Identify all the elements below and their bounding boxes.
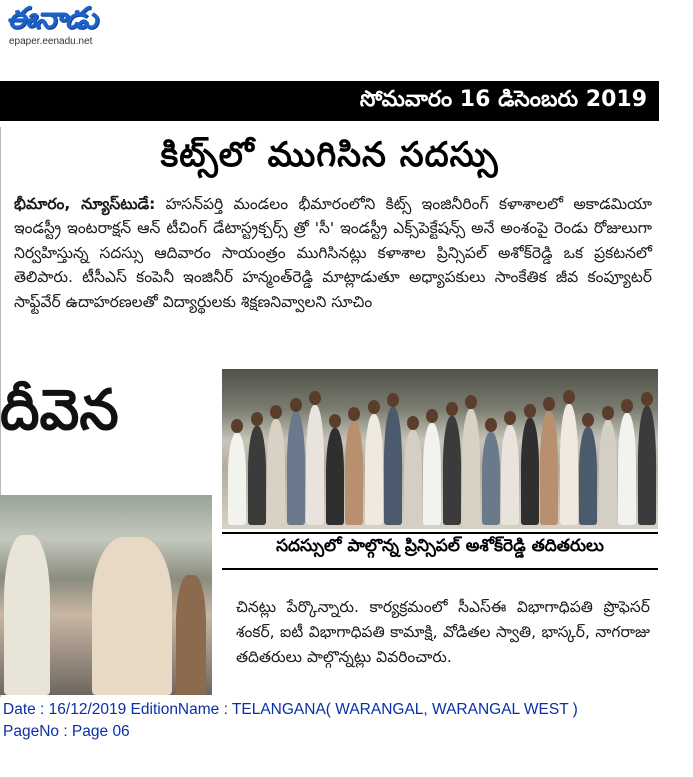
photo-person bbox=[384, 407, 402, 525]
photo-figure bbox=[92, 537, 172, 695]
issue-date: సోమవారం 16 డిసెంబరు 2019 bbox=[359, 87, 647, 112]
date-bar bbox=[0, 81, 659, 121]
photo-person bbox=[306, 405, 324, 525]
photo-person bbox=[404, 430, 422, 525]
photo-person bbox=[521, 418, 539, 525]
photo-person bbox=[228, 433, 246, 525]
photo-person bbox=[579, 427, 597, 525]
photo-person-head bbox=[563, 390, 575, 404]
photo-person-head bbox=[602, 406, 614, 420]
adjacent-article-fragment bbox=[0, 370, 212, 460]
photo-person bbox=[482, 432, 500, 525]
photo-person-head bbox=[270, 405, 282, 419]
photo-person-head bbox=[251, 412, 263, 426]
photo-person bbox=[618, 413, 636, 525]
adjacent-headline-fragment: దీవెన bbox=[0, 378, 119, 443]
photo-person bbox=[462, 409, 480, 525]
article-body-top bbox=[14, 192, 652, 314]
photo-person bbox=[326, 428, 344, 525]
photo-person-head bbox=[387, 393, 399, 407]
page-number: PageNo : Page 06 bbox=[3, 723, 130, 740]
photo-person-head bbox=[348, 407, 360, 421]
photo-person bbox=[599, 420, 617, 525]
photo-caption: సదస్సులో పాల్గొన్న ప్రిన్సిపల్ అశోక్‌రెడ్డి తదితరులు bbox=[276, 536, 604, 556]
photo-person bbox=[267, 419, 285, 525]
photo-person-head bbox=[407, 416, 419, 430]
photo-person-head bbox=[621, 399, 633, 413]
photo-person bbox=[345, 421, 363, 525]
photo-person-head bbox=[426, 409, 438, 423]
conference-group-photo bbox=[222, 369, 658, 529]
article-dateline: భీమారం, న్యూస్‌టుడే: bbox=[14, 195, 156, 213]
epaper-footer bbox=[3, 699, 578, 743]
caption-rule-top bbox=[222, 532, 658, 534]
photo-person bbox=[638, 406, 656, 525]
photo-figure bbox=[176, 575, 206, 695]
photo-person-head bbox=[582, 413, 594, 427]
photo-person bbox=[423, 423, 441, 525]
photo-person bbox=[287, 412, 305, 525]
photo-person-head bbox=[524, 404, 536, 418]
photo-person bbox=[501, 425, 519, 525]
photo-person-head bbox=[329, 414, 341, 428]
logo-wordmark: ఈనాడు bbox=[6, 1, 97, 36]
site-url: epaper.eenadu.net bbox=[9, 36, 93, 47]
photo-person-head bbox=[485, 418, 497, 432]
photo-figure bbox=[4, 535, 50, 695]
eenadu-logo[interactable] bbox=[6, 2, 156, 52]
article-headline: కిట్స్‌లో ముగిసిన సదస్సు bbox=[160, 135, 499, 175]
photo-person-head bbox=[368, 400, 380, 414]
photo-person-head bbox=[504, 411, 516, 425]
photo-person-head bbox=[231, 419, 243, 433]
article-body-text: హసన్‌పర్తి మండలం భీమారంలోని కిట్స్ ఇంజినీరింగ్ కళాశాలలో అకాడమియా ఇండస్ట్రీ ఇంటరాక్షన్ ఆన్ టీచింగ్ డేటాస్ట్రక్చర్స్ త్రో 'సీ' ఇండస్ట్రీ ఎక్స్‌పెక్టేషన్స్ అనే అంశంపై రెండు రోజులుగా నిర్వహిస్తున్న సదస్సు ఆదివారం సాయంత్రం ముగిసినట్లు కళాశాల ప్రిన్సిపల్ అశోక్‌రెడ్డి ఒక ప్రకటనలో తెలిపారు. టీసీఎస్ కంపెనీ ఇంజినీర్ హన్మంత్‌రెడ్డి మాట్లాడుతూ అధ్యాపకులు సాంకేతిక జీవ కంప్యూటర్ సాఫ్ట్‌వేర్ ఉదాహరణలతో విద్యార్థులకు శిక్షణనివ్వాలని సూచిం bbox=[14, 195, 652, 311]
photo-person bbox=[248, 426, 266, 525]
photo-person bbox=[365, 414, 383, 525]
photo-person-head bbox=[465, 395, 477, 409]
photo-person bbox=[540, 411, 558, 525]
photo-person bbox=[443, 416, 461, 525]
photo-person-head bbox=[309, 391, 321, 405]
photo-person-head bbox=[290, 398, 302, 412]
photo-person bbox=[560, 404, 578, 525]
photo-person-head bbox=[641, 392, 653, 406]
caption-rule-bottom bbox=[222, 568, 658, 570]
edition-info: Date : 16/12/2019 EditionName : TELANGANA( WARANGAL, WARANGAL WEST ) bbox=[3, 701, 578, 718]
photo-person-head bbox=[543, 397, 555, 411]
photo-person-head bbox=[446, 402, 458, 416]
adjacent-article-photo bbox=[0, 495, 212, 695]
article-body-continuation: చినట్లు పేర్కొన్నారు. కార్యక్రమంలో సీఎస్ఈ విభాగాధిపతి ప్రొఫెసర్ శంకర్, ఐటీ విభాగాధిపతి కామాక్షి, వోడితల స్వాతి, భాస్కర్, నాగరాజు తదితరులు పాల్గొన్నట్లు వివరించారు. bbox=[236, 598, 650, 666]
